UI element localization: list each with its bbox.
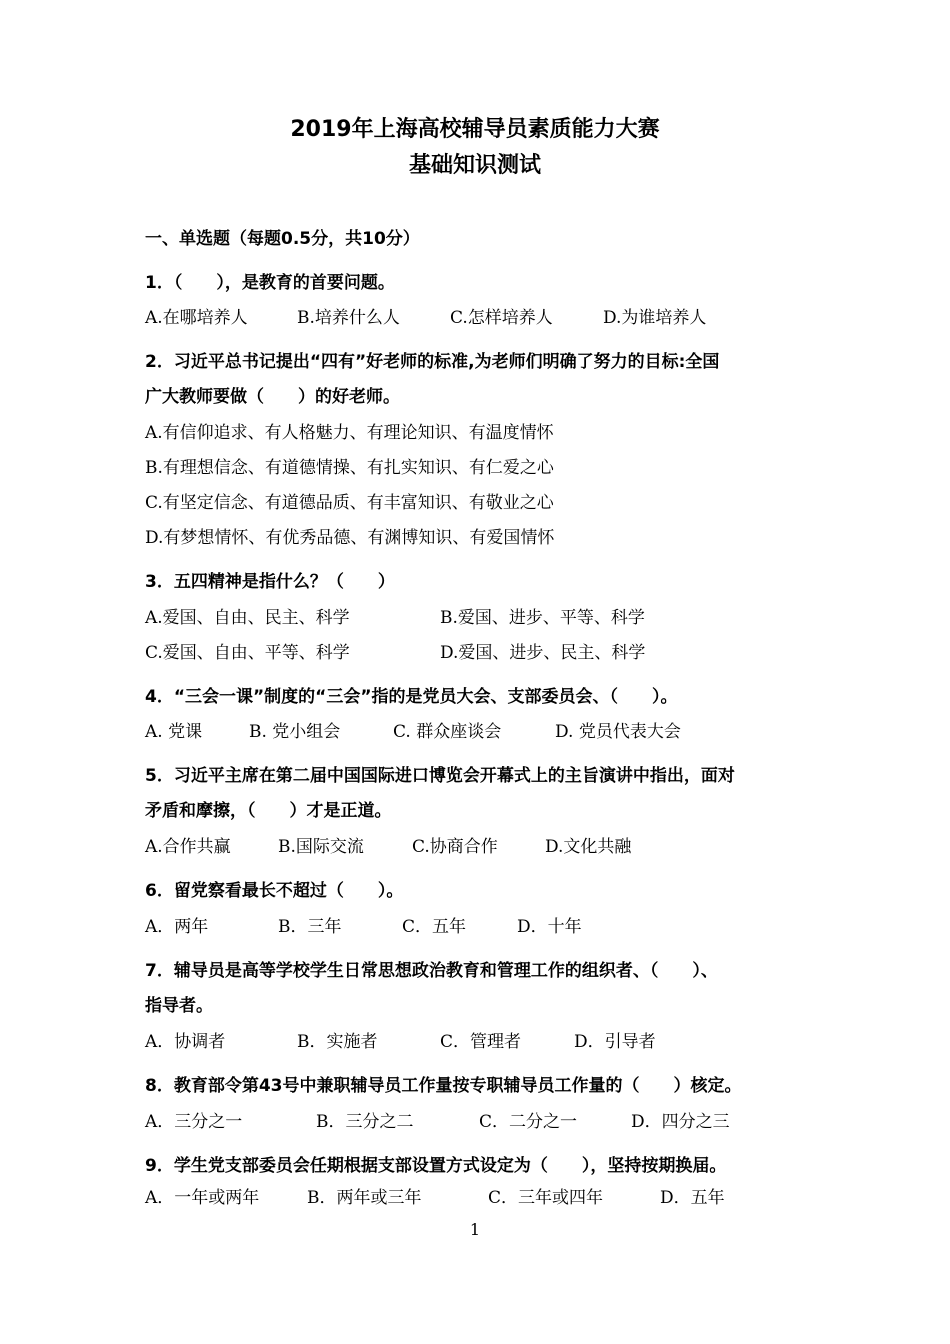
question-5-option-c: C.协商合作 — [412, 837, 498, 857]
question-6-option-d: D．十年 — [517, 917, 582, 937]
question-3-option-a: A.爱国、自由、民主、科学 — [145, 608, 350, 628]
question-1-option-d: D.为谁培养人 — [603, 308, 707, 328]
question-3-text: 3．五四精神是指什么？（ ） — [145, 572, 395, 592]
question-7-option-b: B．实施者 — [297, 1032, 378, 1052]
question-4-option-a: A. 党课 — [145, 722, 203, 742]
question-4 — [145, 680, 815, 715]
question-2-text-line-2: 广大教师要做（ ）的好老师。 — [145, 387, 400, 407]
question-4-option-c: C. 群众座谈会 — [393, 722, 502, 742]
question-8-text: 8．教育部令第43号中兼职辅导员工作量按专职辅导员工作量的（ ）核定。 — [145, 1076, 742, 1096]
question-8-option-b: B．三分之二 — [316, 1112, 414, 1132]
question-8-option-a: A．三分之一 — [145, 1112, 243, 1132]
question-6-option-b: B．三年 — [278, 917, 342, 937]
document-title: 2019年上海高校辅导员素质能力大赛 — [290, 117, 660, 142]
question-8-option-d: D．四分之三 — [631, 1112, 730, 1132]
question-7-option-a: A．协调者 — [145, 1032, 226, 1052]
question-7-text-line-1: 7．辅导员是高等学校学生日常思想政治教育和管理工作的组织者、（ ）、 — [145, 961, 718, 981]
question-3 — [145, 565, 815, 600]
question-6-option-c: C．五年 — [402, 917, 467, 937]
question-3-option-b: B.爱国、进步、平等、科学 — [440, 608, 645, 628]
question-2-option-b: B.有理想信念、有道德情操、有扎实知识、有仁爱之心 — [145, 458, 554, 478]
question-1-text: 1．（ ），是教育的首要问题。 — [145, 273, 395, 293]
question-9-option-c: C．三年或四年 — [488, 1188, 604, 1208]
question-4-option-d: D. 党员代表大会 — [555, 722, 681, 742]
question-3-option-c: C.爱国、自由、平等、科学 — [145, 643, 350, 663]
question-7-option-d: D．引导者 — [574, 1032, 656, 1052]
question-8-option-c: C．二分之一 — [479, 1112, 578, 1132]
question-2-text-line-1: 2．习近平总书记提出“四有”好老师的标准,为老师们明确了努力的目标:全国 — [145, 352, 720, 372]
question-5-text-line-2: 矛盾和摩擦，（ ）才是正道。 — [145, 801, 392, 821]
question-5-option-b: B.国际交流 — [278, 837, 364, 857]
question-2-option-a: A.有信仰追求、有人格魅力、有理论知识、有温度情怀 — [145, 423, 554, 443]
question-7-option-c: C．管理者 — [440, 1032, 522, 1052]
question-6 — [145, 874, 815, 909]
question-6-text: 6．留党察看最长不超过（ ）。 — [145, 881, 404, 901]
question-1-option-b: B.培养什么人 — [297, 308, 400, 328]
page-number: 1 — [469, 1220, 481, 1239]
question-7 — [145, 954, 815, 1024]
section-heading: 一、单选题（每题0.5分，共10分） — [145, 229, 420, 249]
document-subtitle: 基础知识测试 — [408, 153, 541, 178]
question-2 — [145, 345, 815, 415]
question-1 — [145, 266, 815, 301]
question-3-option-d: D.爱国、进步、民主、科学 — [440, 643, 646, 663]
question-2-option-c: C.有坚定信念、有道德品质、有丰富知识、有敬业之心 — [145, 493, 554, 513]
question-9-option-a: A．一年或两年 — [145, 1188, 260, 1208]
question-5-option-d: D.文化共融 — [545, 837, 632, 857]
question-5-option-a: A.合作共赢 — [145, 837, 231, 857]
question-9-option-b: B．两年或三年 — [307, 1188, 422, 1208]
question-5 — [145, 759, 815, 829]
question-9 — [145, 1149, 815, 1184]
question-1-option-a: A.在哪培养人 — [145, 308, 248, 328]
question-7-text-line-2: 指导者。 — [145, 996, 213, 1016]
question-2-option-d: D.有梦想情怀、有优秀品德、有渊博知识、有爱国情怀 — [145, 528, 555, 548]
question-6-option-a: A．两年 — [145, 917, 209, 937]
question-9-option-d: D．五年 — [660, 1188, 725, 1208]
question-5-text-line-1: 5．习近平主席在第二届中国国际进口博览会开幕式上的主旨演讲中指出，面对 — [145, 766, 735, 786]
question-4-option-b: B. 党小组会 — [249, 722, 341, 742]
question-9-text: 9．学生党支部委员会任期根据支部设置方式设定为（ ），坚持按期换届。 — [145, 1156, 727, 1176]
question-8 — [145, 1069, 815, 1104]
question-4-text: 4．“三会一课”制度的“三会”指的是党员大会、支部委员会、（ ）。 — [145, 687, 678, 707]
question-1-option-c: C.怎样培养人 — [450, 308, 553, 328]
